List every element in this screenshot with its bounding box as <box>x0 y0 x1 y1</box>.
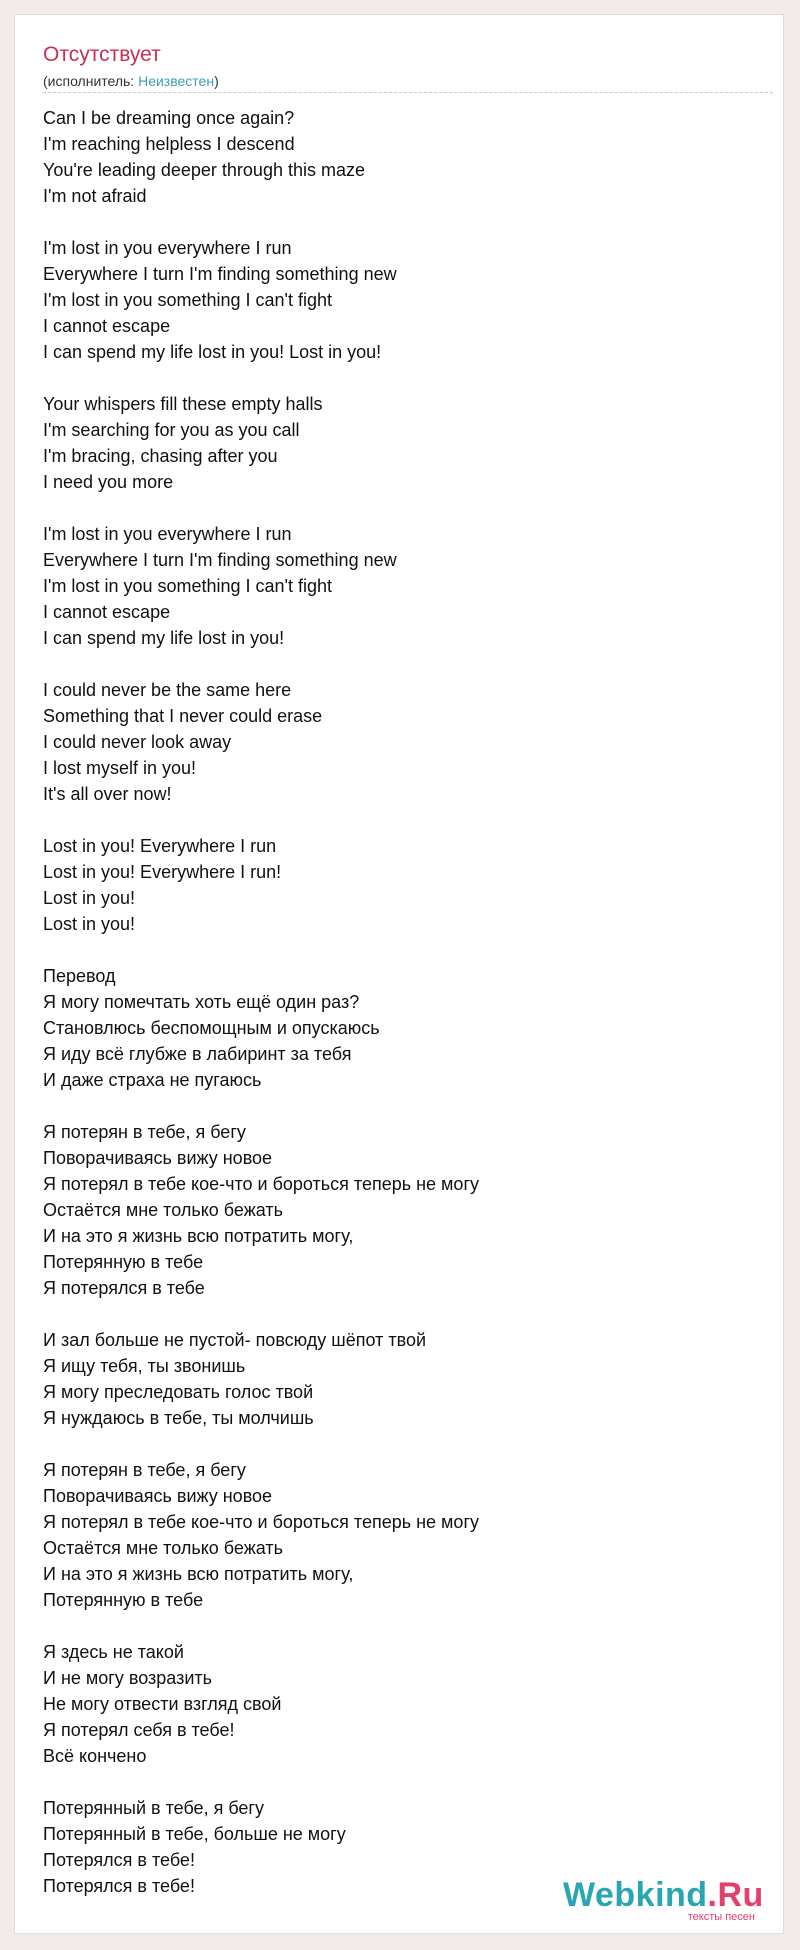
performer-prefix: (исполнитель: <box>43 73 139 89</box>
performer-link[interactable]: Неизвестен <box>138 73 215 89</box>
logo-tagline: тексты песен <box>687 1911 755 1923</box>
lyrics-text: Can I be dreaming once again? I'm reaching helpless I descend You're leading deeper through this maze I'm not afraid I'm lost in you everywhere I run Everywhere I turn I'm finding something new I'm lost in you something I can't fight I cannot escape I can spend my life lost in you! Lost in you! Your whispers fill these empty halls I'm searching for you as you call I'm bracing, chasing after you I need you more I'm lost in you everywhere I run Everywhere I turn I'm finding something new I'm lost in you something I can't fight I cannot escape I can spend my life lost in you! I could never be the same here Something that I never could erase I could never look away I lost myself in you! It's all over now! Lost in you! Everywhere I run Lost in you! Everywhere I run! Lost in you! Lost in you! Перевод Я могу помечтать хоть ещё один раз? Становлюсь беспомощным и опускаюсь Я иду всё глубже в лабиринт за тебя И даже страха не пугаюсь Я потерян в тебе, я бегу Поворачиваясь вижу новое Я потерял в тебе кое-что и бороться теперь не могу Остаётся мне только бежать И на это я жизнь всю потратить могу, Потерянную в тебе Я потерялся в тебе И зал больше не пустой- повсюду шёпот твой Я ищу тебя, ты звонишь Я могу преследовать голос твой Я нуждаюсь в тебе, ты молчишь Я потерян в тебе, я бегу Поворачиваясь вижу новое Я потерял в тебе кое-что и бороться теперь не могу Остаётся мне только бежать И на это я жизнь всю потратить могу, Потерянную в тебе Я здесь не такой И не могу возразить Не могу отвести взгляд свой Я потерял себя в тебе! Всё кончено Потерянный в тебе, я бегу Потерянный в тебе, больше не могу Потерялся в тебе! Потерялся в тебе! <box>43 108 480 1896</box>
content-card <box>14 14 784 1934</box>
logo-main-text: Webkind <box>563 1876 708 1914</box>
logo-domain-text: .Ru <box>707 1876 764 1914</box>
performer-suffix: ) <box>214 73 219 89</box>
title-divider <box>43 92 773 93</box>
song-title: Отсутствует <box>43 43 161 66</box>
logo-wordmark <box>563 1877 763 1913</box>
site-logo[interactable] <box>563 1877 763 1937</box>
performer-line <box>43 73 219 89</box>
